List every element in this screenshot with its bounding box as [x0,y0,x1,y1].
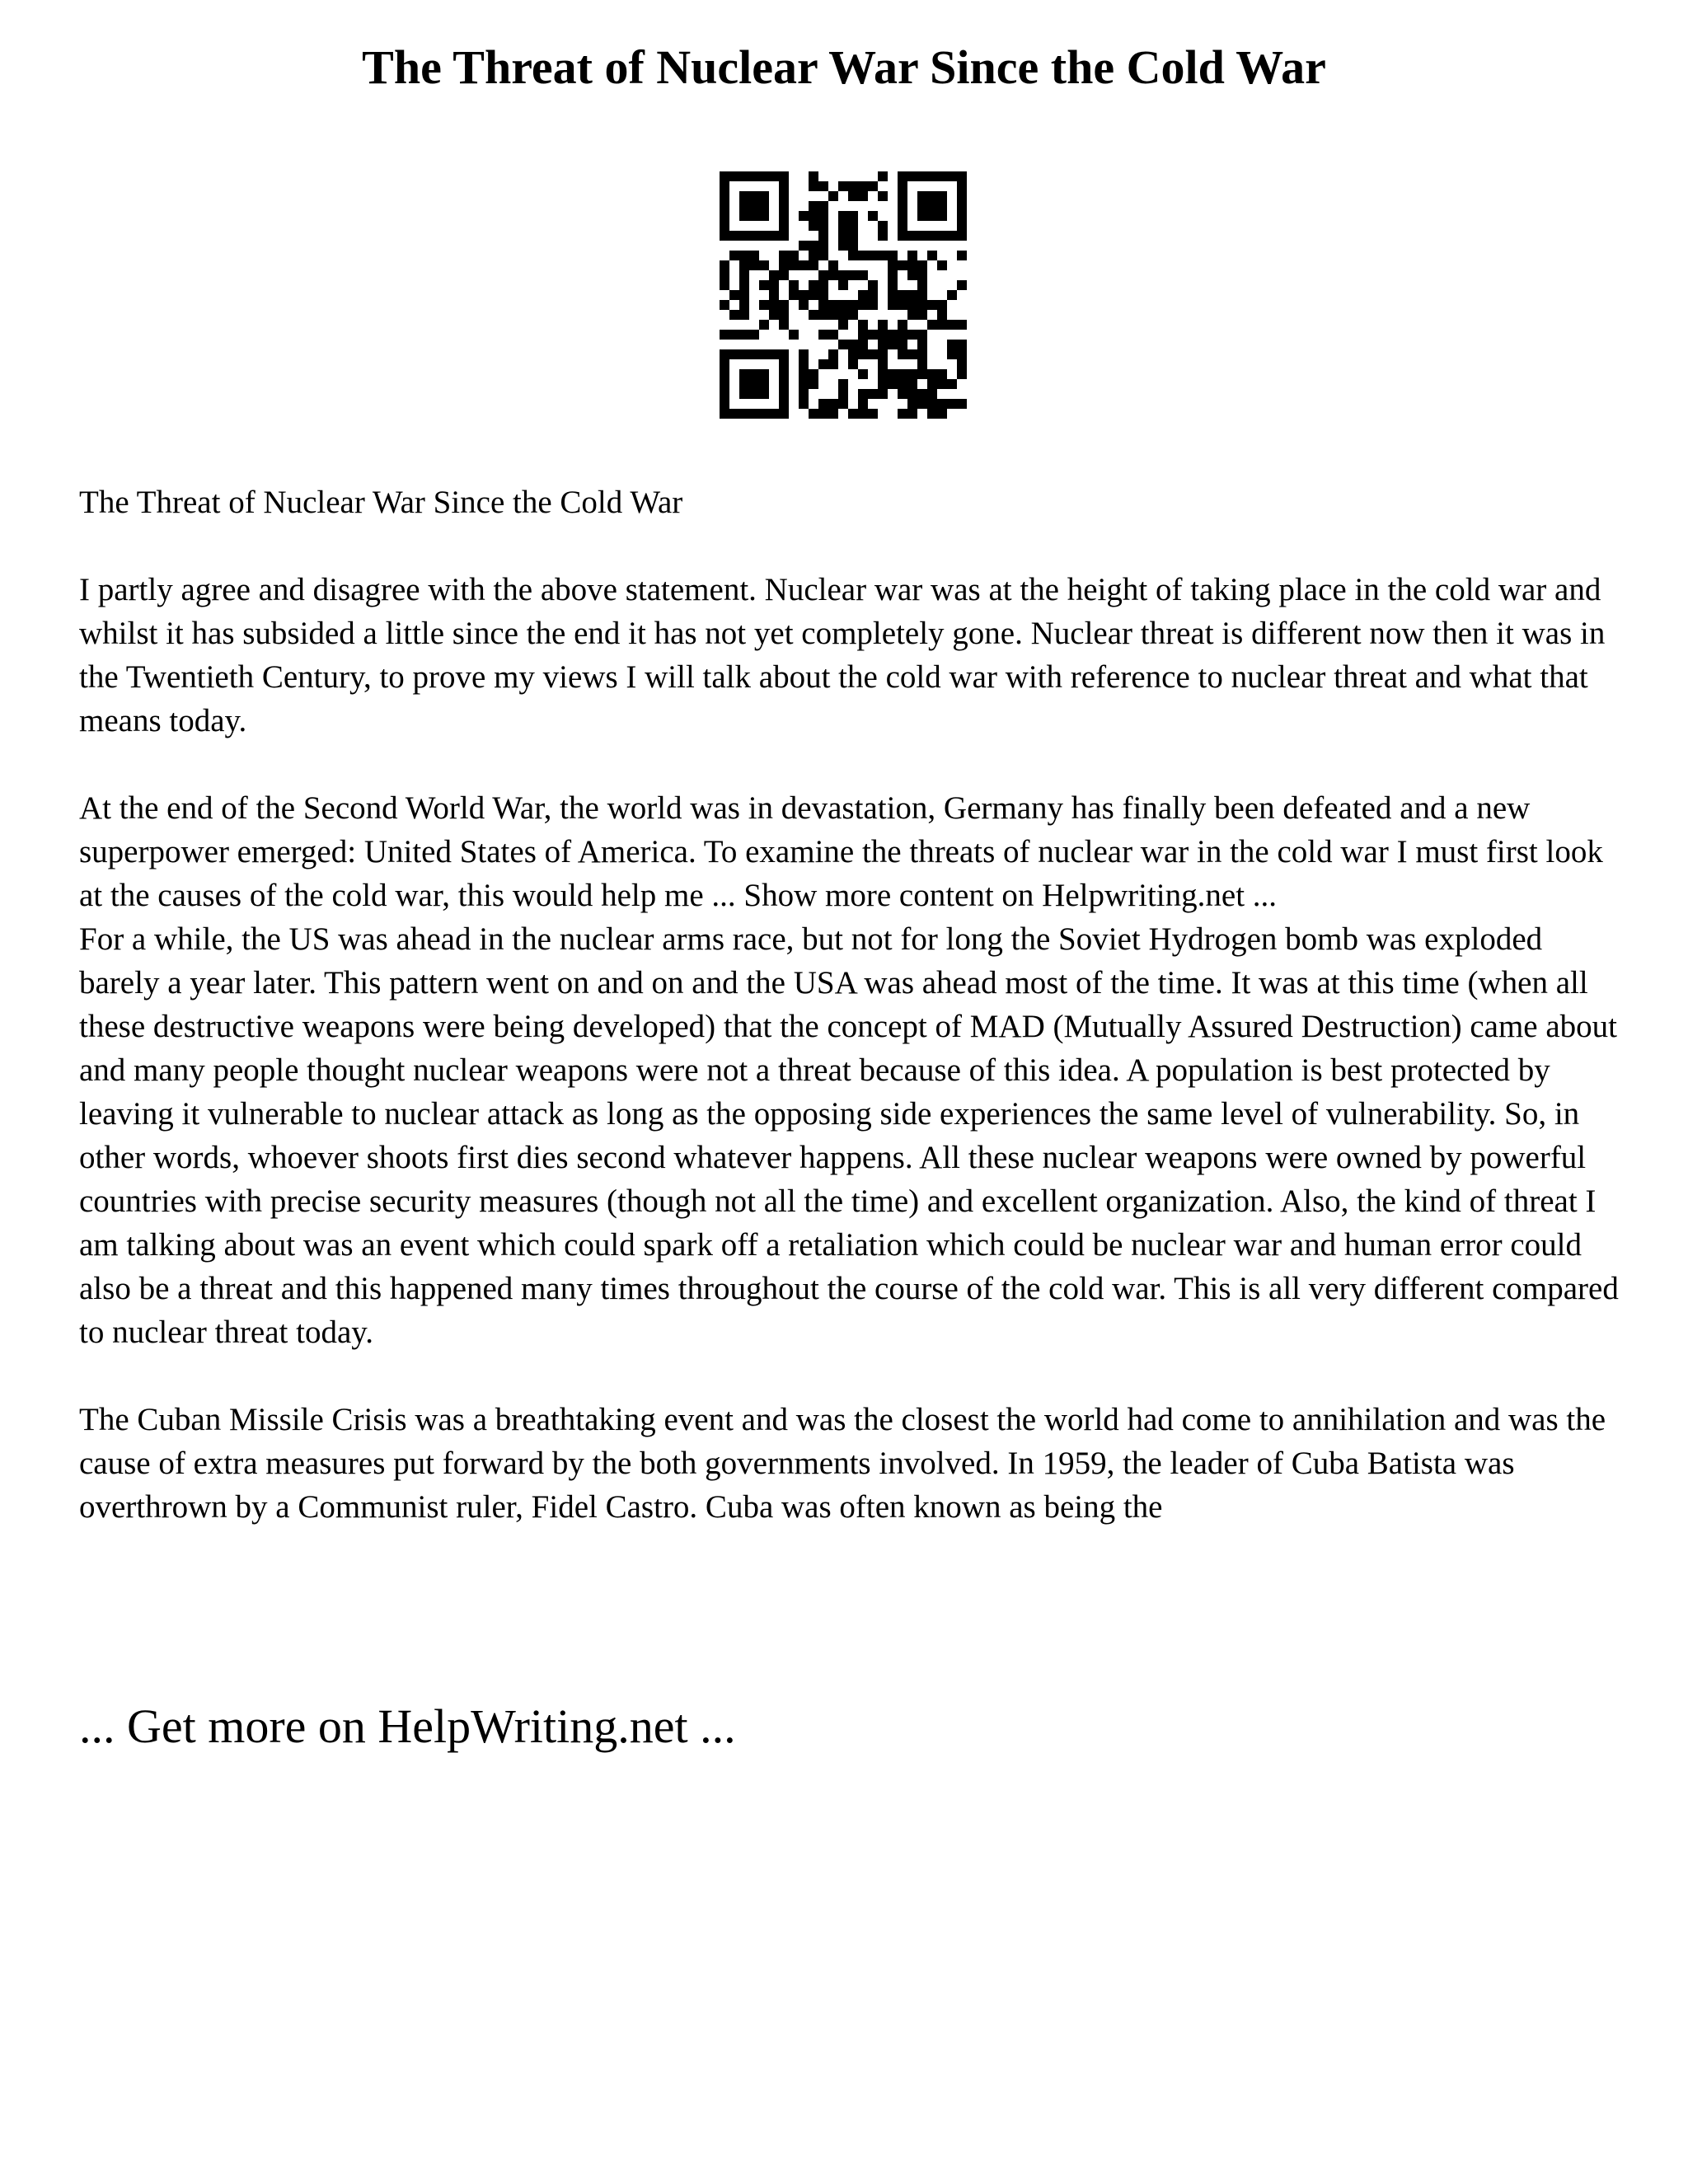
paragraph-2: At the end of the Second World War, the world was in devastation, Germany has finally been defeated and a new superpower emerged: United States of America. To examine the threats of nuclear war in the cold war I must first look at the causes of the cold war, this would help me ... Show more content on Helpwriting.net ... [79,790,1603,913]
paragraph-3: For a while, the US was ahead in the nuclear arms race, but not for long the Soviet Hydrogen bomb was exploded barely a year later. This pattern went on and on and the USA was ahead most of the time. It was at this time (when all these destructive weapons were being developed) that the concept of MAD (Mutually Assured Destruction) came about and many people thought nuclear weapons were not a threat because of this idea. A population is best protected by leaving it vulnerable to nuclear attack as long as the opposing side experiences the same level of vulnerability. So, in other words, whoever shoots first dies second whatever happens. All these nuclear weapons were owned by powerful countries with precise security measures (though not all the time) and excellent organization. Also, the kind of threat I am talking about was an event which could spark off a retaliation which could be nuclear war and human error could also be a threat and this happened many times throughout the course of the cold war. This is all very different compared to nuclear threat today. [79,921,1619,1350]
get-more-link[interactable]: ... Get more on HelpWriting.net ... [79,1699,736,1753]
document-title: The Threat of Nuclear War Since the Cold War [362,40,1326,94]
document-body [79,480,1629,1529]
paragraph-4: The Cuban Missile Crisis was a breathtaking event and was the closest the world had come to annihilation and was the cause of extra measures put forward by the both governments involved. In 1959, the leader of Cuba Batista was overthrown by a Communist ruler, Fidel Castro. Cuba was often known as being the [79,1402,1606,1525]
paragraph-1: I partly agree and disagree with the above statement. Nuclear war was at the height of taking place in the cold war and whilst it has subsided a little since the end it has not yet completely gone. Nuclear threat is different now then it was in the Twentieth Century, to prove my views I will talk about the cold war with reference to nuclear threat and what that means today. [79,572,1606,738]
qr-code-icon [720,171,967,419]
body-subtitle: The Threat of Nuclear War Since the Cold War [79,485,683,520]
